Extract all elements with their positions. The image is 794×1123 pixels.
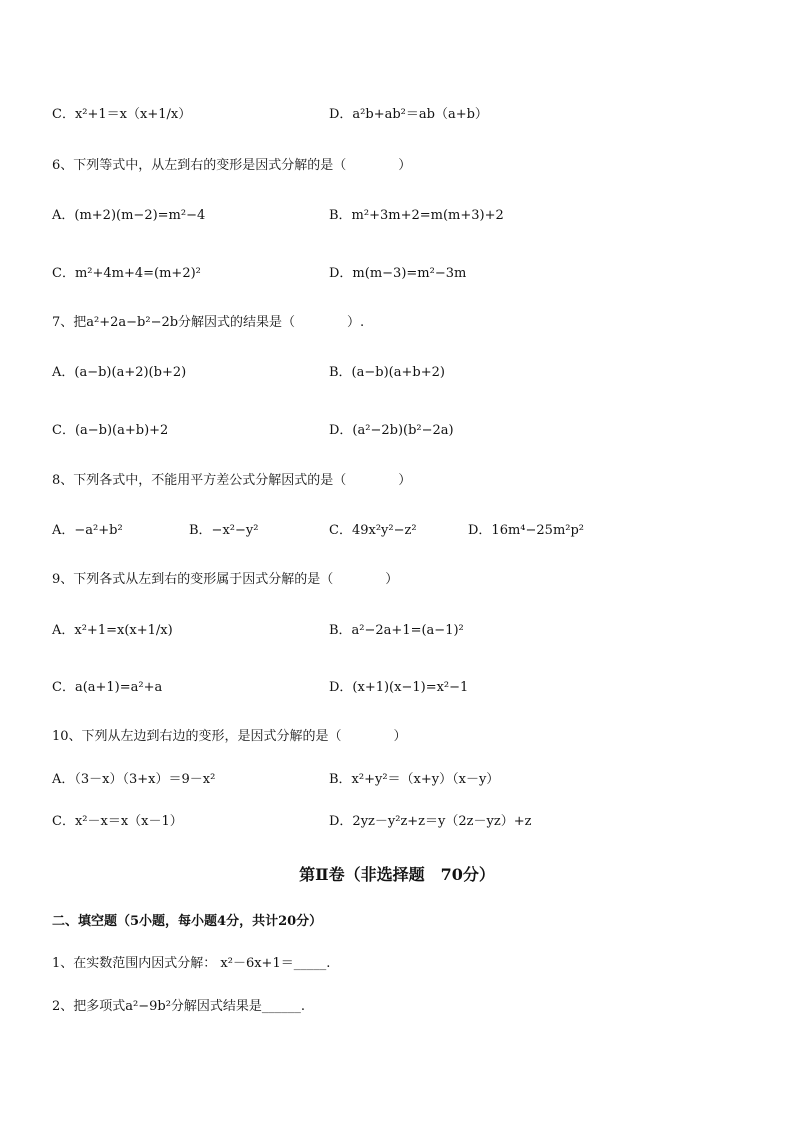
q10-option-c: C．x²－x＝x（x－1） <box>52 814 183 829</box>
q7-option-b: B．(a−b)(a+b+2) <box>329 365 445 380</box>
question-6-stem: 6、下列等式中，从左到右的变形是因式分解的是（ ） <box>52 158 412 173</box>
q10-option-b: B．x²+y²＝（x+y）（x－y） <box>329 772 500 787</box>
q7-option-d: D．(a²−2b)(b²−2a) <box>329 423 454 438</box>
q7-option-a: A．(a−b)(a+2)(b+2) <box>52 365 187 380</box>
q6-option-d: D．m(m−3)=m²−3m <box>329 266 467 281</box>
question-9-stem: 9、下列各式从左到右的变形属于因式分解的是（ ） <box>52 572 399 587</box>
option-d-top: D．a²b+ab²＝ab（a+b） <box>329 107 488 122</box>
q9-option-d: D．(x+1)(x−1)=x²−1 <box>329 680 469 695</box>
question-7-stem: 7、把a²+2a−b²−2b分解因式的结果是（ ）. <box>52 315 365 330</box>
q6-option-b: B．m²+3m+2=m(m+3)+2 <box>329 208 504 223</box>
q10-option-d: D．2yz－y²z+z＝y（2z－yz）+z <box>329 814 532 829</box>
q9-option-b: B．a²−2a+1=(a−1)² <box>329 623 464 638</box>
section-title: 第Ⅱ卷（非选择题 70分） <box>299 865 495 884</box>
q6-option-a: A．(m+2)(m−2)=m²−4 <box>52 208 206 223</box>
question-8-stem: 8、下列各式中，不能用平方差公式分解因式的是（ ） <box>52 473 412 488</box>
q9-option-a: A．x²+1=x(x+1/x) <box>52 623 173 638</box>
q7-option-c: C．(a−b)(a+b)+2 <box>52 423 169 438</box>
question-10-stem: 10、下列从左边到右边的变形，是因式分解的是（ ） <box>52 729 407 744</box>
part-title: 二、填空题（5小题，每小题4分，共计20分） <box>52 914 323 929</box>
q8-option-b: B．−x²−y² <box>189 523 259 538</box>
q8-option-a: A．−a²+b² <box>52 523 123 538</box>
option-c-top: C．x²+1＝x（x+1/x） <box>52 107 192 122</box>
q10-option-a: A．（3－x）（3+x）＝9－x² <box>52 772 216 787</box>
q6-option-c: C．m²+4m+4=(m+2)² <box>52 266 201 281</box>
q8-option-c: C．49x²y²−z² <box>329 523 417 538</box>
q8-option-d: D．16m⁴−25m²p² <box>468 523 585 538</box>
q9-option-c: C．a(a+1)=a²+a <box>52 680 163 695</box>
fill-item-1: 1、在实数范围内因式分解： x²－6x+1＝_____. <box>52 956 331 971</box>
fill-item-2: 2、把多项式a²−9b²分解因式结果是______. <box>52 999 306 1014</box>
